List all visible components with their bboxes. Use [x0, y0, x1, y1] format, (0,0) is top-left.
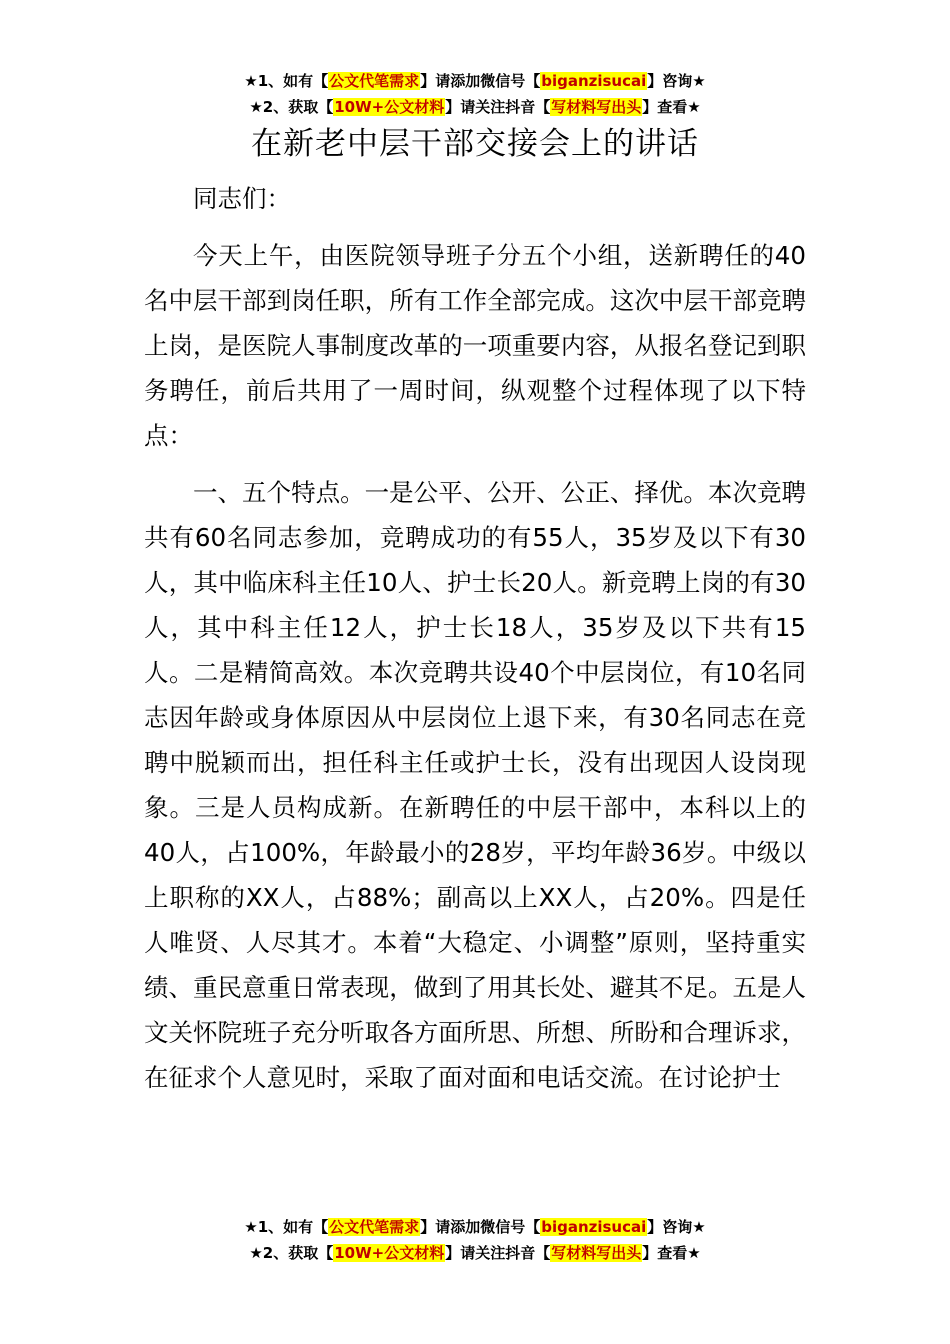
banner-highlight-wechat-id: biganzisucai [541, 72, 647, 90]
banner-line-2-post: 】查看★ [642, 1244, 701, 1262]
banner-line-1-pre: ★1、如有【 [244, 1218, 329, 1236]
banner-line-2-mid: 】请关注抖音【 [445, 1244, 551, 1262]
body-paragraph: 一、五个特点。一是公平、公开、公正、择优。本次竞聘共有60名同志参加，竞聘成功的有55人，35岁及以下有30人，其中临床科主任10人、护士长20人。新竞聘上岗的有30人，其中科主任12人，护士长18人，35岁及以下共有15人。二是精简高效。本次竞聘共设40个中层岗位，有10名同志因年龄或身体原因从中层岗位上退下来，有30名同志在竞聘中脱颖而出，担任科主任或护士长，没有出现因人设岗现象。三是人员构成新。在新聘任的中层干部中，本科以上的40人，占100%，年龄最小的28岁，平均年龄36岁。中级以上职称的XX人，占88%；副高以上XX人，占20%。四是任人唯贤、人尽其才。本着“大稳定、小调整”原则，坚持重实绩、重民意重日常表现，做到了用其长处、避其不足。五是人文关怀院班子充分听取各方面所思、所想、所盼和合理诉求，在征求个人意见时，采取了面对面和电话交流。在讨论护士 [144, 478, 806, 1092]
banner-line-2 [0, 1240, 950, 1266]
banner-line-2-post: 】查看★ [642, 98, 701, 116]
banner-line-1 [0, 1214, 950, 1240]
banner-highlight-wechat-id: biganzisucai [541, 1218, 647, 1236]
banner-line-2-pre: ★2、获取【 [249, 1244, 334, 1262]
banner-line-2 [0, 94, 950, 120]
banner-line-1-pre: ★1、如有【 [244, 72, 329, 90]
document-body [144, 176, 806, 1100]
footer-banner [0, 1214, 950, 1266]
banner-highlight-service: 公文代笔需求 [329, 72, 420, 90]
banner-line-1-post: 】咨询★ [647, 72, 706, 90]
banner-line-1-mid: 】请添加微信号【 [420, 72, 541, 90]
header-banner [0, 68, 950, 120]
document-title: 在新老中层干部交接会上的讲话 [251, 126, 699, 162]
banner-highlight-materials: 10W+公文材料 [334, 1244, 445, 1262]
banner-highlight-douyin-account: 写材料写出头 [551, 98, 642, 116]
banner-line-1-mid: 】请添加微信号【 [420, 1218, 541, 1236]
banner-highlight-service: 公文代笔需求 [329, 1218, 420, 1236]
salutation: 同志们： [193, 184, 291, 213]
banner-highlight-douyin-account: 写材料写出头 [551, 1244, 642, 1262]
banner-highlight-materials: 10W+公文材料 [334, 98, 445, 116]
banner-line-2-pre: ★2、获取【 [249, 98, 334, 116]
banner-line-2-mid: 】请关注抖音【 [445, 98, 551, 116]
body-paragraph: 今天上午，由医院领导班子分五个小组，送新聘任的40名中层干部到岗任职，所有工作全部完成。这次中层干部竞聘上岗，是医院人事制度改革的一项重要内容，从报名登记到职务聘任，前后共用了一周时间，纵观整个过程体现了以下特点： [144, 241, 806, 450]
banner-line-1 [0, 68, 950, 94]
banner-line-1-post: 】咨询★ [647, 1218, 706, 1236]
